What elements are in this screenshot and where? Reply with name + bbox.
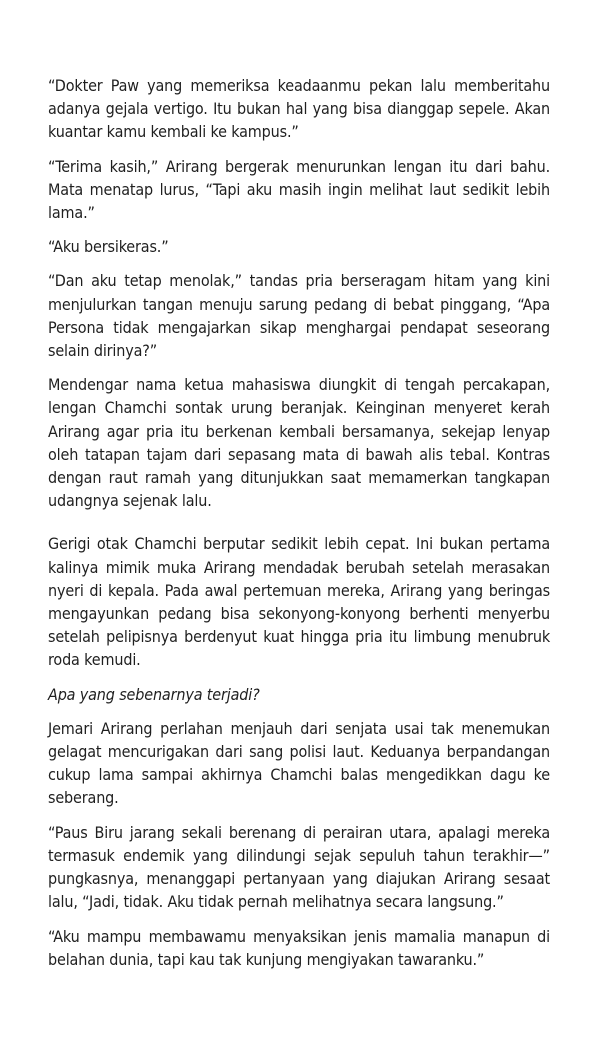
paragraph-2: “Terima kasih,” Arirang bergerak menurunkan lengan itu dari bahu. Mata menatap lurus, “Tapi aku masih ingin melihat laut sedikit lebih lama.” xyxy=(48,156,550,223)
paragraph-7-italic-thought: Apa yang sebenarnya terjadi? xyxy=(48,684,260,704)
paragraph-10: “Aku mampu membawamu menyaksikan jenis mamalia manapun di belahan dunia, tapi kau tak kunjung mengiyakan tawaranku.” xyxy=(48,926,550,969)
paragraph-5: Mendengar nama ketua mahasiswa diungkit di tengah percakapan, lengan Chamchi sontak urung beranjak. Keinginan menyeret kerah Arirang agar pria itu berkenan kembali bersamanya, sekejap lenyap oleh tatapan tajam dari sepasang mata di bawah alis tebal. Kontras dengan raut ramah yang ditunjukkan saat memamerkan tangkapan udangnya sejenak lalu. xyxy=(48,375,550,511)
book-page xyxy=(48,74,550,982)
paragraph-9: “Paus Biru jarang sekali berenang di perairan utara, apalagi mereka termasuk endemik yang dilindungi sejak sepuluh tahun terakhir—” pungkasnya, menanggapi pertanyaan yang diajukan Arirang sesaat lalu, “Jadi, tidak. Aku tidak pernah melihatnya secara langsung.” xyxy=(48,822,550,912)
paragraph-8: Jemari Arirang perlahan menjauh dari senjata usai tak menemukan gelagat mencurigakan dari sang polisi laut. Keduanya berpandangan cukup lama sampai akhirnya Chamchi balas mengedikkan dagu ke seberang. xyxy=(48,718,550,808)
paragraph-3: “Aku bersikeras.” xyxy=(48,237,169,257)
paragraph-4: “Dan aku tetap menolak,” tandas pria berseragam hitam yang kini menjulurkan tangan menuju sarung pedang di bebat pinggang, “Apa Persona tidak mengajarkan sikap menghargai pendapat seseorang selain dirinya?” xyxy=(48,271,550,361)
paragraph-1: “Dokter Paw yang memeriksa keadaanmu pekan lalu memberitahu adanya gejala vertigo. Itu bukan hal yang bisa dianggap sepele. Akan kuantar kamu kembali ke kampus.” xyxy=(48,76,550,142)
paragraph-6: Gerigi otak Chamchi berputar sedikit lebih cepat. Ini bukan pertama kalinya mimik muka Arirang mendadak berubah setelah merasakan nyeri di kepala. Pada awal pertemuan mereka, Arirang yang beringas mengayunkan pedang bisa sekonyong-konyong berhenti menyerbu setelah pelipisnya berdenyut kuat hingga pria itu limbung menubruk roda kemudi. xyxy=(48,534,550,670)
